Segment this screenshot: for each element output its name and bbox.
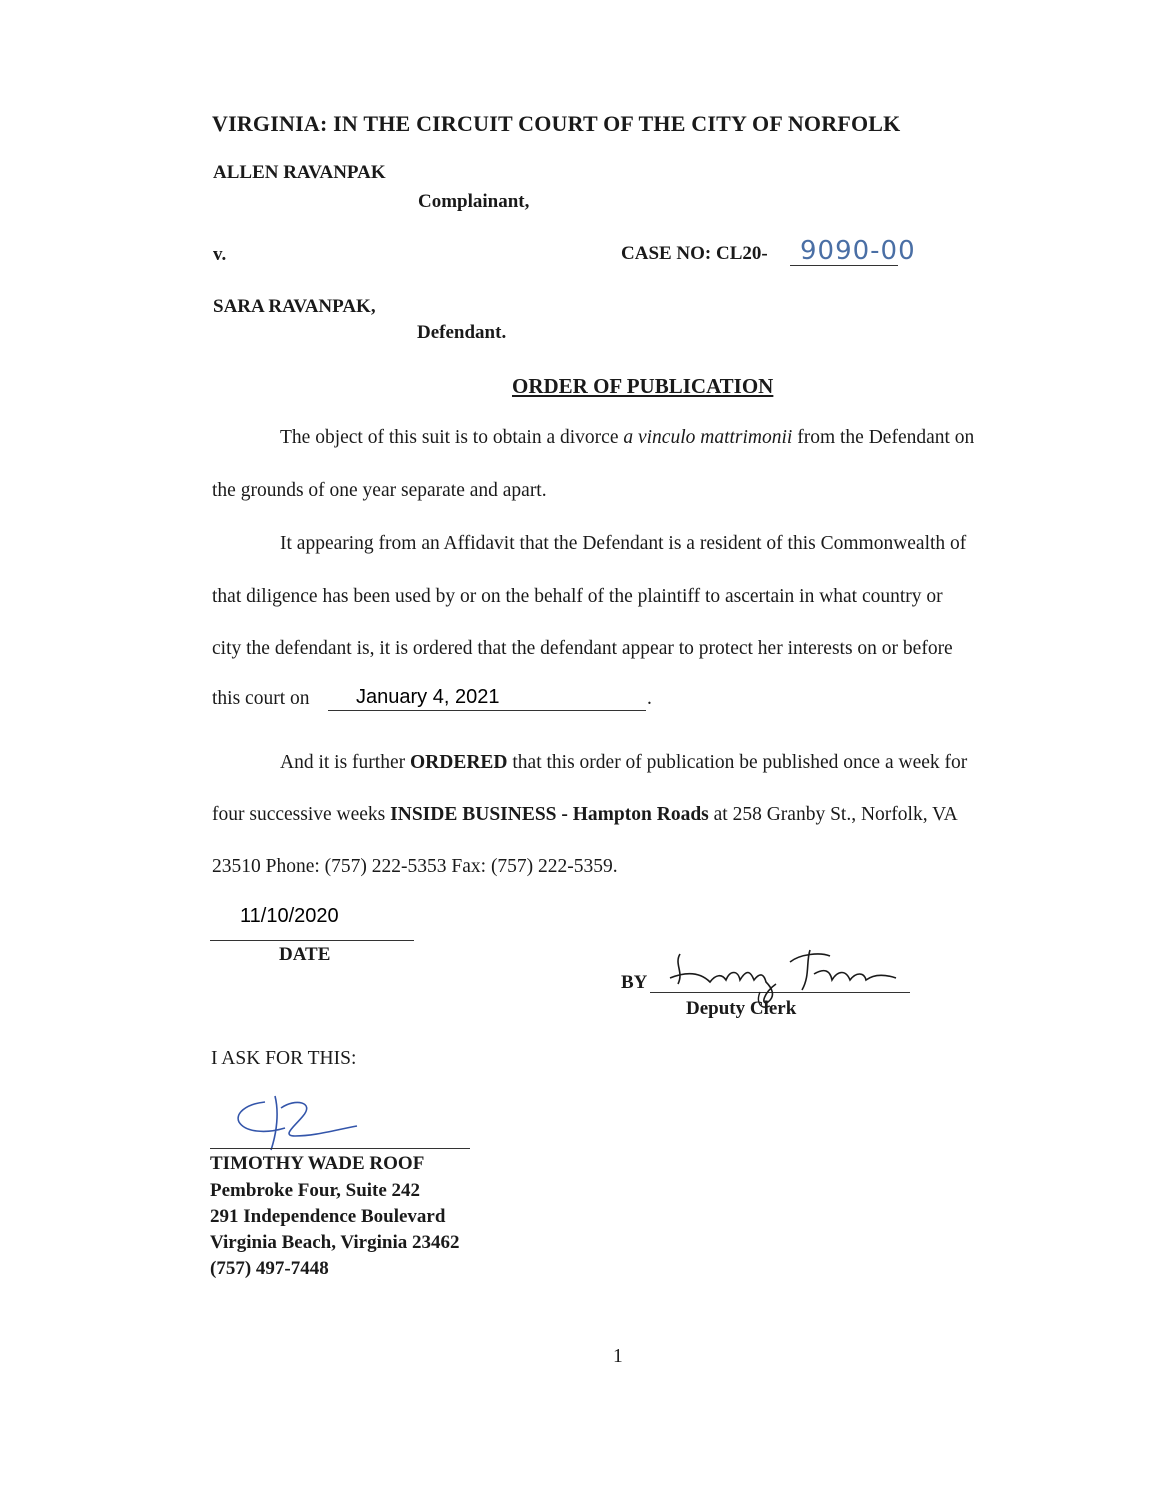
- date-underline: [210, 940, 414, 941]
- court-heading: VIRGINIA: IN THE CIRCUIT COURT OF THE CITY OF NORFOLK: [212, 111, 901, 136]
- paragraph-2-line-3: city the defendant is, it is ordered that the defendant appear to protect her interests on or before: [212, 638, 953, 659]
- attorney-address-line-2: 291 Independence Boulevard: [210, 1206, 446, 1227]
- defendant-name: SARA RAVANPAK,: [213, 296, 376, 317]
- page-number: 1: [613, 1346, 623, 1367]
- paragraph-1-line-2: the grounds of one year separate and apart.: [212, 480, 547, 501]
- versus-label: v.: [213, 244, 227, 265]
- attorney-signature-line: [210, 1148, 470, 1149]
- paragraph-2-line-1: It appearing from an Affidavit that the Defendant is a resident of this Commonwealth of: [280, 533, 967, 554]
- appearance-date-field[interactable]: January 4, 2021: [356, 686, 500, 708]
- ask-for-this-label: I ASK FOR THIS:: [211, 1048, 357, 1069]
- attorney-signature-image: [225, 1092, 365, 1156]
- complainant-role: Complainant,: [418, 191, 530, 212]
- complainant-name: ALLEN RAVANPAK: [213, 162, 386, 183]
- paragraph-2-line-2: that diligence has been used by or on the behalf of the plaintiff to ascertain in what country or: [212, 586, 943, 607]
- case-number-label: CASE NO: CL20-: [621, 243, 768, 264]
- appearance-date-underline: [328, 710, 646, 711]
- paragraph-3-line-2: four successive weeks INSIDE BUSINESS - Hampton Roads at 258 Granby St., Norfolk, VA: [212, 804, 958, 825]
- paragraph-3-line-3: 23510 Phone: (757) 222-5353 Fax: (757) 222-5359.: [212, 856, 618, 877]
- signature-date-field[interactable]: 11/10/2020: [240, 905, 339, 927]
- date-label: DATE: [279, 944, 331, 965]
- attorney-phone: (757) 497-7448: [210, 1258, 329, 1279]
- attorney-address-line-1: Pembroke Four, Suite 242: [210, 1180, 421, 1201]
- case-number-handwritten: 9090-00: [800, 236, 916, 266]
- defendant-role: Defendant.: [417, 322, 507, 343]
- paragraph-3-line-1: And it is further ORDERED that this order of publication be published once a week for: [280, 752, 968, 773]
- clerk-title: Deputy Clerk: [686, 998, 797, 1019]
- paragraph-1-line-1: The object of this suit is to obtain a divorce a vinculo mattrimonii from the Defendant on: [280, 427, 975, 448]
- attorney-name: TIMOTHY WADE ROOF: [210, 1153, 425, 1174]
- paragraph-2-line-4-prefix: this court on: [212, 688, 310, 709]
- document-title: ORDER OF PUBLICATION: [512, 374, 774, 398]
- paragraph-2-line-4-suffix: .: [647, 688, 652, 709]
- attorney-address-line-3: Virginia Beach, Virginia 23462: [210, 1232, 460, 1253]
- by-label: BY: [621, 972, 648, 993]
